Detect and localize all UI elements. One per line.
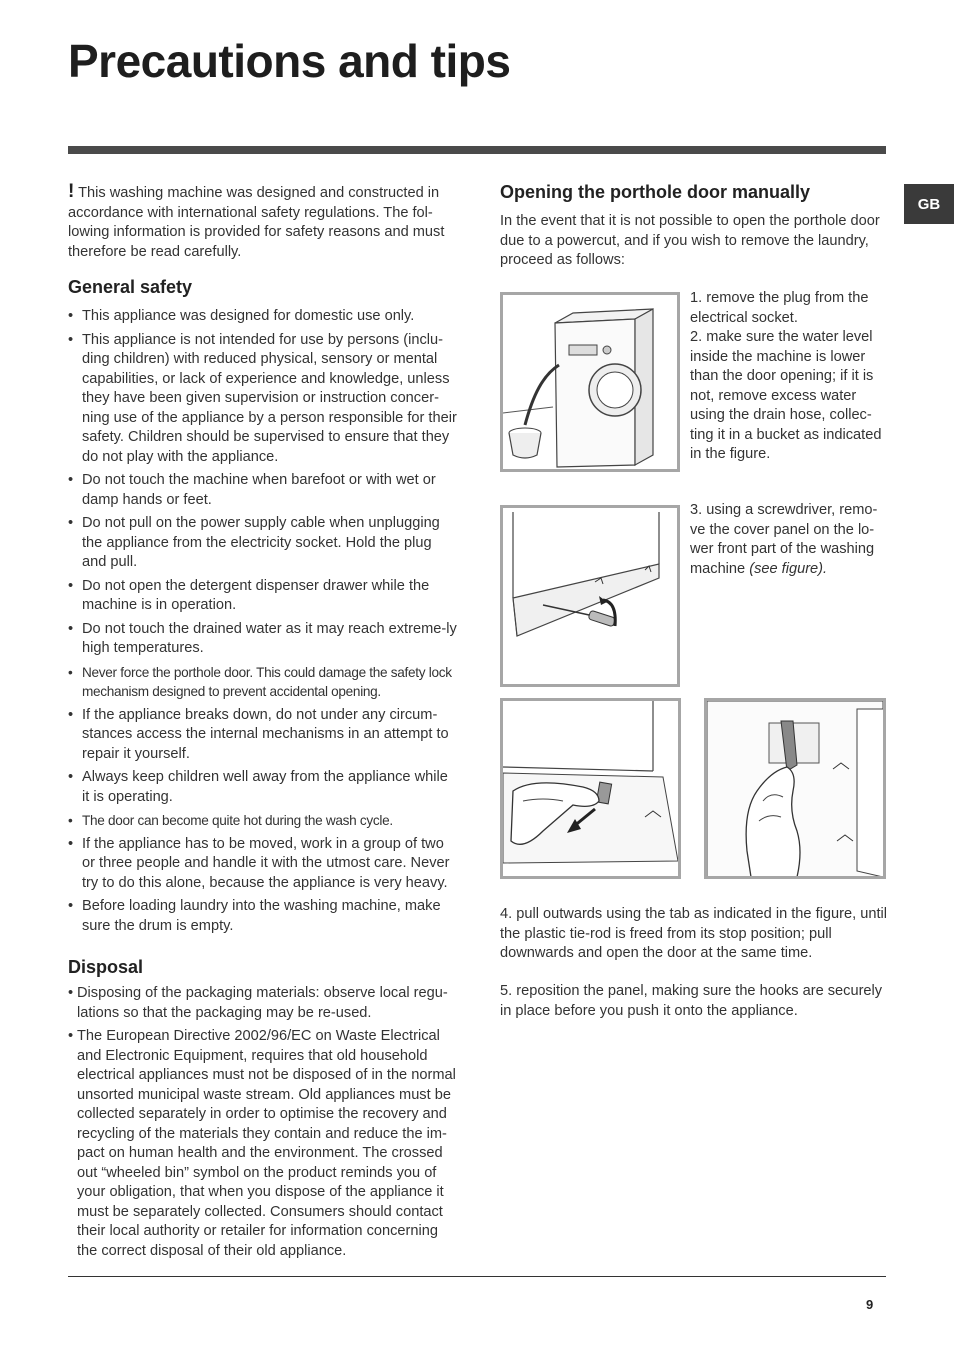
step-3 (690, 501, 890, 579)
list-item: • Do not touch the machine when barefoot or with wet or damp hands or feet. (68, 471, 458, 510)
washing-machine-illustration (503, 295, 677, 469)
step-3-text: 3. using a screwdriver, remo-ve the cover panel on the lo-wer front part of the washing machine (690, 502, 878, 577)
list-item: • The European Directive 2002/96/EC on Waste Electrical and Electronic Equipment, requires that old household electrical appliances must not be disposed of in the normal unsorted municipal waste stream. Old appliances must be collected separately in order to optimise the recovery and recycling of the materials they contain and reduce the im-pact on human health and the environment. The crossed out “wheeled bin” symbol on the product reminds you of your obligation, that when you dispose of the appliance it must be separately collected. Consumers should contact their local authority or retailer for information concerning the correct disposal of their old appliance. (68, 1027, 458, 1261)
general-safety-heading: General safety (68, 277, 193, 297)
hand-closeup-illustration (707, 701, 883, 876)
step-5 (500, 982, 890, 1021)
page-title: Precautions and tips (68, 35, 511, 87)
warning-mark: ! (68, 181, 75, 202)
list-item: • The door can become quite hot during the wash cycle. (68, 811, 458, 831)
step-4-text: 4. pull outwards using the tab as indicated in the figure, until the plastic tie-rod is freed from its stop position; pull downwards and open the door at the same time. (500, 906, 887, 961)
list-item: • Disposing of the packaging materials: observe local regu-lations so that the packaging may be re-used. (68, 984, 458, 1023)
right-column (500, 182, 890, 271)
list-item: • Do not touch the drained water as it may reach extreme-ly high temperatures. (68, 620, 458, 659)
step-5-text: 5. reposition the panel, making sure the hooks are securely in place before you push it onto the appliance. (500, 983, 883, 1019)
list-item: • Before loading laundry into the washing machine, make sure the drum is empty. (68, 897, 458, 936)
disposal-list (68, 984, 458, 1261)
porthole-intro: In the event that it is not possible to open the porthole door due to a powercut, and if you wish to remove the laundry, proceed as follows: (500, 213, 880, 268)
step-3-note: (see figure). (749, 560, 828, 577)
intro-text: This washing machine was designed and constructed in accordance with international safety regulations. The fol-lowing information is provided for safety reasons and must therefore be read carefully. (68, 185, 445, 260)
left-column (68, 182, 458, 1265)
intro-paragraph (68, 182, 458, 262)
title-rule (68, 146, 886, 154)
figure-tab-closeup (704, 698, 886, 879)
list-item: • This appliance was designed for domestic use only. (68, 307, 458, 327)
list-item: • Always keep children well away from the appliance while it is operating. (68, 768, 458, 807)
figure-pull-tab (500, 698, 681, 879)
list-item: • This appliance is not intended for use by persons (inclu-ding children) with reduced physical, sensory or mental capabilities, or lack of experience and knowledge, unless they have been given supervision or instruction concer-ning use of the appliance by a person responsible for their safety. Children should be supervised to ensure that they do not play with the appliance. (68, 331, 458, 468)
list-item: • Do not pull on the power supply cable when unplugging the appliance from the electricity socket. Hold the plug and pull. (68, 514, 458, 573)
screwdriver-illustration (503, 508, 677, 684)
general-safety-list (68, 307, 458, 936)
page-number: 9 (866, 1297, 874, 1312)
figure-remove-panel (500, 505, 680, 687)
step-4 (500, 905, 890, 964)
figure-drain-hose (500, 292, 680, 472)
disposal-heading: Disposal (68, 957, 144, 977)
porthole-heading: Opening the porthole door manually (500, 182, 811, 202)
list-item: • Do not open the detergent dispenser drawer while the machine is in operation. (68, 577, 458, 616)
list-item: • If the appliance breaks down, do not under any circum-stances access the internal mechanisms in an attempt to repair it yourself. (68, 706, 458, 765)
footer-rule (68, 1276, 886, 1277)
list-item: • Never force the porthole door. This could damage the safety lock mechanism designed to prevent accidental opening. (68, 663, 458, 702)
step-1-and-2 (690, 289, 890, 465)
step-2-text: 2. make sure the water level inside the machine is lower than the door opening; if it is not, remove excess water using the drain hose, collec-ting it in a bucket as indicated in the figure. (690, 329, 882, 462)
list-item: • If the appliance has to be moved, work in a group of two or three people and handle it with the utmost care. Never try to do this alone, because the appliance is very heavy. (68, 835, 458, 894)
step-1-text: 1. remove the plug from the electrical socket. (690, 290, 869, 326)
language-tab: GB (904, 184, 954, 224)
hand-pull-illustration (503, 701, 678, 876)
